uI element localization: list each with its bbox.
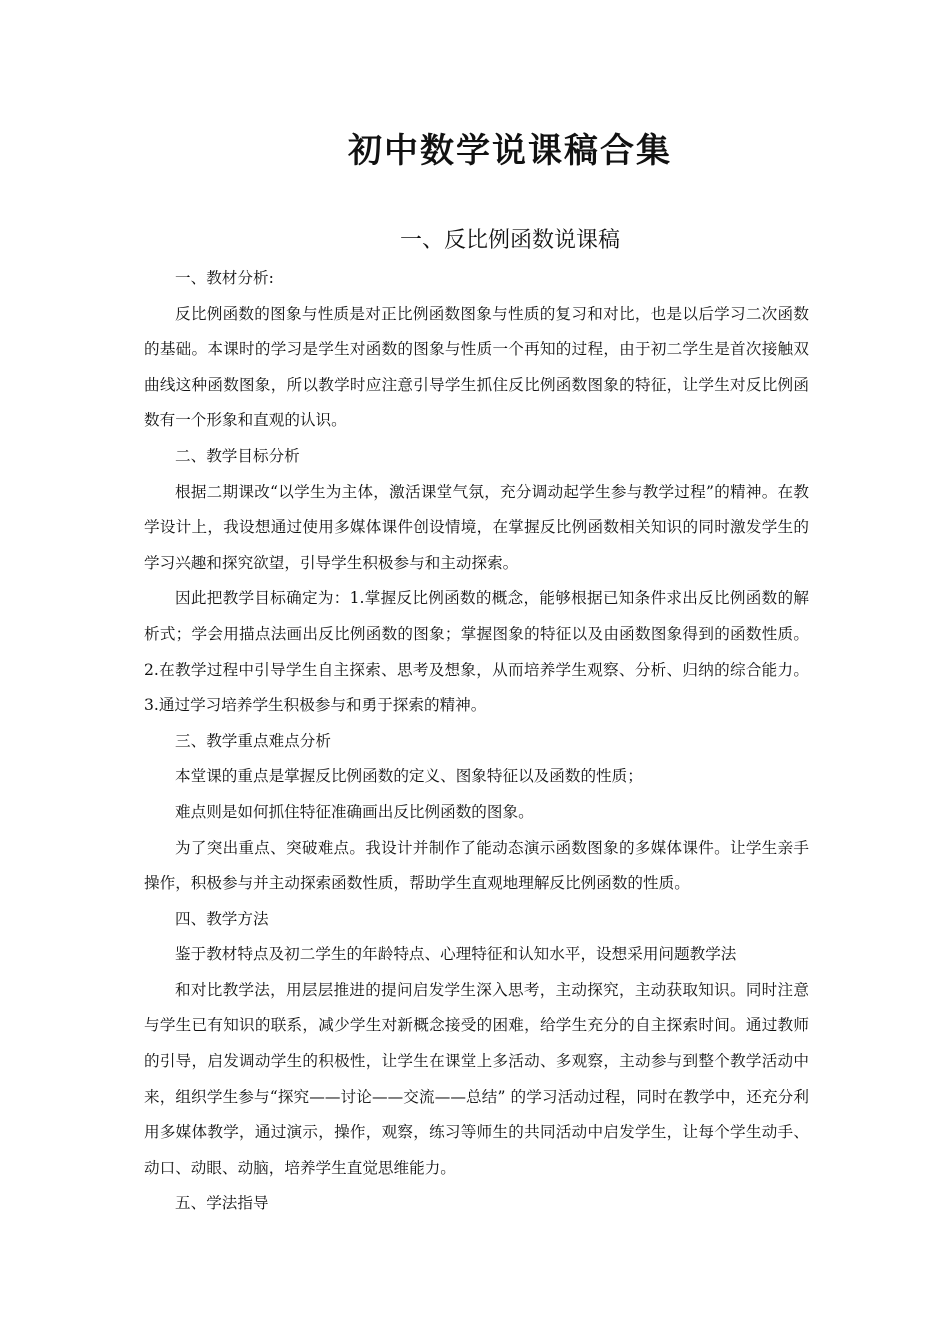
section-title: 一、反比例函数说课稿 [399, 228, 620, 253]
section-heading: 一、教材分析: [175, 269, 274, 287]
body-paragraph: 鉴于教材特点及初二学生的年龄特点、心理特征和认知水平，设想采用问题教学法 [175, 945, 737, 964]
body-paragraph: 为了突出重点、突破难点。我设计并制作了能动态演示函数图象的多媒体课件。让学生亲手操作，积极参与并主动探索函数性质，帮助学生直观地理解反比例函数的性质。 [144, 838, 809, 893]
body-paragraph: 和对比教学法，用层层推进的提问启发学生深入思考，主动探究，主动获取知识。同时注意与学生已有知识的联系，减少学生对新概念接受的困难，给学生充分的自主探索时间。通过教师的引导，启发调动学生的积极性，让学生在课堂上多活动、多观察，主动参与到整个教学活动中来，组织学生参与“探究——讨论——交流——总结” 的学习活动过程，同时在教学中，还充分利用多媒体教学，通过演示，操作，观察，练习等师生的共同活动中启发学生，让每个学生动手、动口、动眼、动脑，培养学生直觉思维能力。 [144, 980, 809, 1177]
document-title: 初中数学说课稿合集 [348, 131, 672, 171]
body-paragraph: 难点则是如何抓住特征准确画出反比例函数的图象。 [175, 802, 534, 821]
body-paragraph: 因此把教学目标确定为：1.掌握反比例函数的概念，能够根据已知条件求出反比例函数的解析式；学会用描点法画出反比例函数的图象；掌握图象的特征以及由函数图象得到的函数性质。2.在教学过程中引导学生自主探索、思考及想象，从而培养学生观察、分析、归纳的综合能力。3.通过学习培养学生积极参与和勇于探索的精神。 [144, 589, 809, 715]
section-heading: 四、教学方法 [175, 909, 269, 928]
body-paragraph: 本堂课的重点是掌握反比例函数的定义、图象特征以及函数的性质； [175, 767, 643, 786]
section-heading: 三、教学重点难点分析 [175, 731, 331, 750]
section-heading: 五、学法指导 [175, 1194, 269, 1213]
body-paragraph: 根据二期课改“以学生为主体，激活课堂气氛，充分调动起学生参与教学过程”的精神。在教学设计上，我设想通过使用多媒体课件创设情境，在掌握反比例函数相关知识的同时激发学生的学习兴趣和探究欲望，引导学生积极参与和主动探索。 [144, 482, 809, 572]
section-heading: 二、教学目标分析 [175, 446, 300, 465]
body-paragraph: 反比例函数的图象与性质是对正比例函数图象与性质的复习和对比，也是以后学习二次函数的基础。本课时的学习是学生对函数的图象与性质一个再知的过程，由于初二学生是首次接触双曲线这种函数图象，所以教学时应注意引导学生抓住反比例函数图象的特征，让学生对反比例函数有一个形象和直观的认识。 [144, 304, 809, 430]
document-body [144, 261, 809, 1222]
